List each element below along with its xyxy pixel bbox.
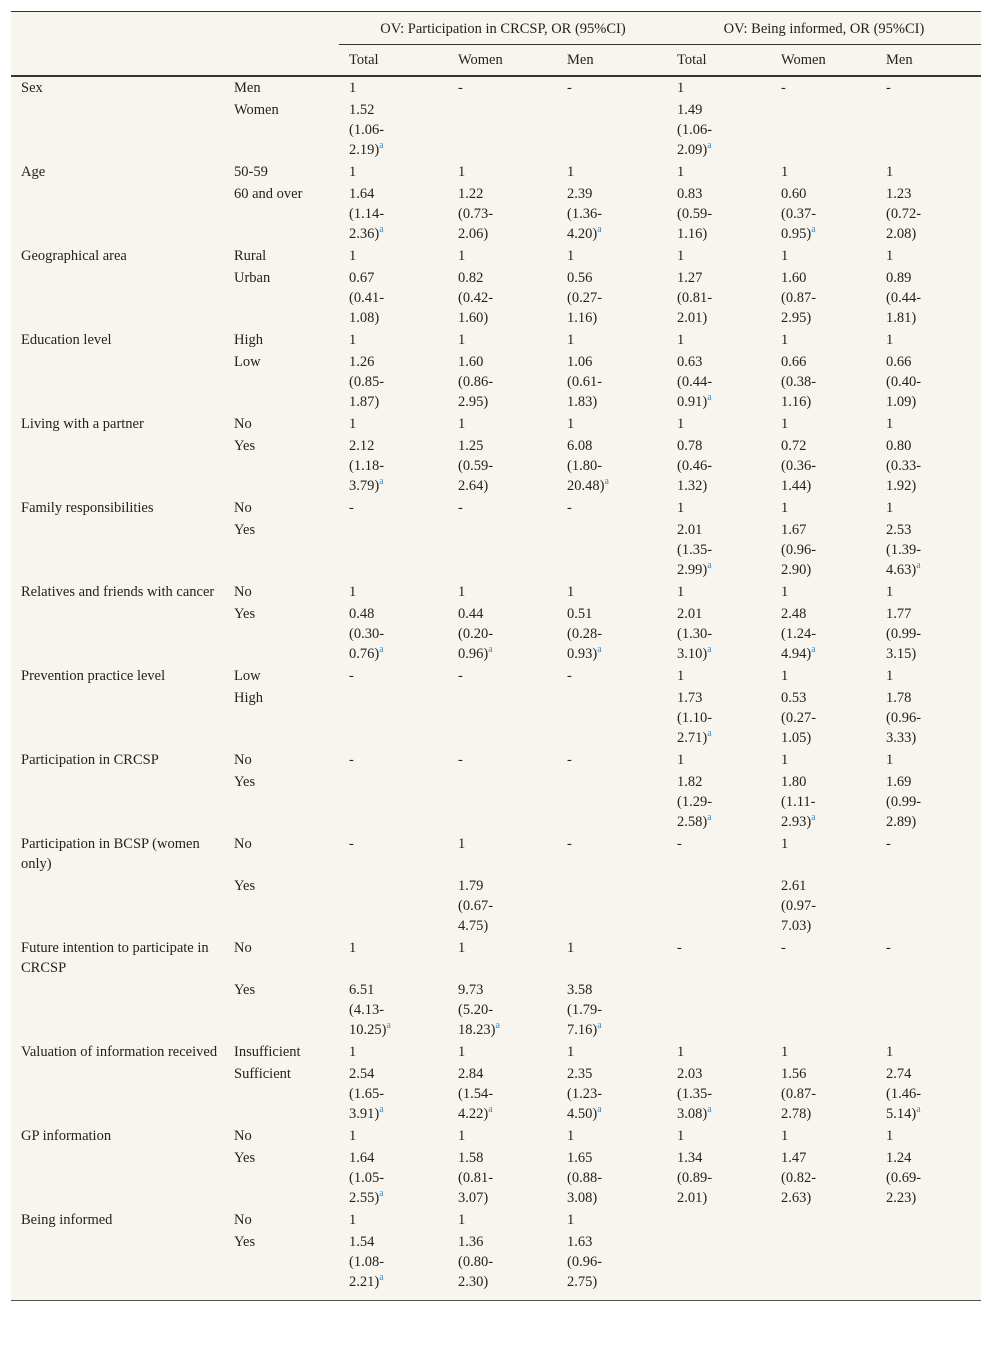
table-row <box>11 1147 981 1209</box>
or-value-cell: 1 <box>458 416 466 432</box>
or-value-cell <box>667 875 771 937</box>
odds-ratio-table-container <box>11 11 981 1301</box>
or-value-cell <box>557 771 667 833</box>
blank-header-cell <box>11 45 224 77</box>
or-value-cell: 1 <box>458 332 466 348</box>
table-row <box>11 519 981 581</box>
footnote-marker: a <box>707 1104 712 1116</box>
or-value-cell: - <box>349 752 354 768</box>
table-row <box>11 183 981 245</box>
or-value-cell: 1.27 (0.81- 2.01) <box>677 270 713 326</box>
or-value-cell: 1 <box>677 752 685 768</box>
footnote-marker: a <box>597 1020 602 1032</box>
or-value-cell: 1 <box>886 164 894 180</box>
footnote-marker: a <box>707 812 712 824</box>
or-value-cell <box>771 979 876 1041</box>
or-value-cell: 2.61 (0.97- 7.03) <box>781 878 817 934</box>
footnote-marker: a <box>597 1104 602 1116</box>
or-value-cell <box>557 519 667 581</box>
or-value-cell: 1 <box>677 1044 685 1060</box>
or-value-cell: 1 <box>781 248 789 264</box>
or-value-cell: 1.24 (0.69- 2.23) <box>886 1150 922 1206</box>
or-value-cell: 1.60 (0.87- 2.95) <box>781 270 817 326</box>
variable-name-cell <box>11 603 224 665</box>
or-value-cell: 1.23 (0.72- 2.08) <box>886 186 922 242</box>
or-value-cell <box>667 1231 771 1300</box>
variable-name-cell <box>11 771 224 833</box>
or-value-cell: 0.53 (0.27- 1.05) <box>781 690 817 746</box>
or-value-cell: 0.67 (0.41- 1.08) <box>349 270 385 326</box>
or-value-cell: 1.47 (0.82- 2.63) <box>781 1150 817 1206</box>
or-value-cell: 0.44 (0.20- 0.96)$^a$ <box>458 606 494 662</box>
footnote-marker: a <box>379 1104 384 1116</box>
or-value-cell: 1 <box>349 940 357 956</box>
variable-name-cell: Participation in BCSP (women only) <box>21 836 200 872</box>
category-cell: Urban <box>234 270 271 286</box>
or-value-cell: 1.49 (1.06- 2.09)$^a$ <box>677 102 713 158</box>
or-value-cell <box>876 875 981 937</box>
variable-name-cell <box>11 519 224 581</box>
or-value-cell: 1 <box>677 500 685 516</box>
table-row <box>11 76 981 99</box>
column-header: Women <box>448 45 557 77</box>
or-value-cell: 1.25 (0.59- 2.64) <box>458 438 494 494</box>
column-header: Total <box>667 45 771 77</box>
or-value-cell: - <box>349 668 354 684</box>
table-row <box>11 1209 981 1231</box>
table-row <box>11 161 981 183</box>
or-value-cell <box>557 99 667 161</box>
or-value-cell: 1 <box>677 248 685 264</box>
table-row <box>11 497 981 519</box>
category-cell: Yes <box>234 606 256 622</box>
or-value-cell: 1 <box>349 164 357 180</box>
table-row <box>11 687 981 749</box>
or-value-cell: - <box>567 836 572 852</box>
or-value-cell: 2.01 (1.30- 3.10)$^a$ <box>677 606 713 662</box>
variable-name-cell <box>11 267 224 329</box>
or-value-cell: 1 <box>781 1044 789 1060</box>
or-value-cell <box>771 1231 876 1300</box>
or-value-cell: 0.66 (0.38- 1.16) <box>781 354 817 410</box>
variable-name-cell: Relatives and friends with cancer <box>21 584 215 600</box>
variable-name-cell: Living with a partner <box>21 416 144 432</box>
or-value-cell: 1 <box>886 332 894 348</box>
or-value-cell: 1 <box>567 1128 575 1144</box>
or-value-cell: 1.82 (1.29- 2.58)$^a$ <box>677 774 713 830</box>
category-cell: No <box>234 836 252 852</box>
category-cell: High <box>234 690 263 706</box>
or-value-cell: 1 <box>567 416 575 432</box>
or-value-cell: 2.01 (1.35- 2.99)$^a$ <box>677 522 713 578</box>
or-value-cell: 1 <box>781 416 789 432</box>
footnote-marker: a <box>916 560 921 572</box>
category-cell: Yes <box>234 1234 256 1250</box>
variable-name-cell <box>11 435 224 497</box>
footnote-marker: a <box>916 1104 921 1116</box>
category-cell: Low <box>234 668 261 684</box>
or-value-cell: 1 <box>886 1128 894 1144</box>
or-value-cell: 1.26 (0.85- 1.87) <box>349 354 385 410</box>
column-header: Men <box>876 45 981 77</box>
or-value-cell: 1 <box>886 500 894 516</box>
or-value-cell: 1 <box>781 1128 789 1144</box>
or-value-cell <box>876 1231 981 1300</box>
or-value-cell: 1 <box>349 1044 357 1060</box>
category-cell: No <box>234 1212 252 1228</box>
or-value-cell: 1.80 (1.11- 2.93)$^a$ <box>781 774 816 830</box>
or-value-cell: 1 <box>781 836 789 852</box>
blank-header-cell <box>224 12 339 45</box>
table-row <box>11 99 981 161</box>
or-value-cell <box>876 979 981 1041</box>
or-value-cell: 0.60 (0.37- 0.95)$^a$ <box>781 186 817 242</box>
or-value-cell <box>448 99 557 161</box>
variable-name-cell <box>11 687 224 749</box>
group-header-informed: OV: Being informed, OR (95%CI) <box>667 12 981 45</box>
table-row <box>11 771 981 833</box>
or-value-cell: 1 <box>781 584 789 600</box>
or-value-cell: - <box>458 752 463 768</box>
or-value-cell: 1.64 (1.14- 2.36)$^a$ <box>349 186 385 242</box>
table-row <box>11 979 981 1041</box>
or-value-cell: 1 <box>886 584 894 600</box>
or-value-cell: 1 <box>567 584 575 600</box>
or-value-cell: 1 <box>567 1212 575 1228</box>
or-value-cell: 1 <box>781 668 789 684</box>
group-header-participation: OV: Participation in CRCSP, OR (95%CI) <box>339 12 667 45</box>
footnote-marker: a <box>707 392 712 404</box>
or-value-cell: 1 <box>886 416 894 432</box>
variable-name-cell: Family responsibilities <box>21 500 154 516</box>
variable-name-cell <box>11 979 224 1041</box>
or-value-cell: 1 <box>458 836 466 852</box>
or-value-cell: 1.36 (0.80- 2.30) <box>458 1234 494 1290</box>
or-value-cell: 1 <box>781 752 789 768</box>
or-value-cell: - <box>567 500 572 516</box>
variable-name-cell <box>11 183 224 245</box>
or-value-cell: - <box>677 940 682 956</box>
or-value-cell: 1 <box>677 332 685 348</box>
or-value-cell: 2.53 (1.39- 4.63)$^a$ <box>886 522 922 578</box>
footnote-marker: a <box>379 1188 384 1200</box>
table-row <box>11 329 981 351</box>
or-value-cell: 1.22 (0.73- 2.06) <box>458 186 494 242</box>
or-value-cell: 1 <box>349 248 357 264</box>
or-value-cell: - <box>886 836 891 852</box>
or-value-cell: 1 <box>781 164 789 180</box>
or-value-cell: 0.72 (0.36- 1.44) <box>781 438 817 494</box>
or-value-cell: 1 <box>458 248 466 264</box>
or-value-cell <box>339 687 448 749</box>
or-value-cell: - <box>567 752 572 768</box>
category-cell: Low <box>234 354 261 370</box>
or-value-cell: 0.78 (0.46- 1.32) <box>677 438 713 494</box>
category-cell: Yes <box>234 438 256 454</box>
or-value-cell: - <box>567 80 572 96</box>
variable-name-cell: Education level <box>21 332 112 348</box>
or-value-cell: 1 <box>349 80 357 96</box>
or-value-cell: 2.35 (1.23- 4.50)$^a$ <box>567 1066 603 1122</box>
or-value-cell: 1.67 (0.96- 2.90) <box>781 522 817 578</box>
category-cell: Insufficient <box>234 1044 301 1060</box>
group-header-row <box>11 12 981 45</box>
or-value-cell: - <box>349 500 354 516</box>
or-value-cell: 1 <box>886 1044 894 1060</box>
or-value-cell: 1 <box>458 940 466 956</box>
or-value-cell: 1 <box>677 668 685 684</box>
or-value-cell: 3.58 (1.79- 7.16)$^a$ <box>567 982 603 1038</box>
or-value-cell: 0.82 (0.42- 1.60) <box>458 270 494 326</box>
or-value-cell: - <box>567 668 572 684</box>
or-value-cell <box>876 1209 981 1231</box>
or-value-cell: 1.77 (0.99- 3.15) <box>886 606 922 662</box>
category-cell: High <box>234 332 263 348</box>
category-cell: Yes <box>234 1150 256 1166</box>
or-value-cell: 1.65 (0.88- 3.08) <box>567 1150 603 1206</box>
subheader-row <box>11 45 981 77</box>
or-value-cell: 1 <box>349 1212 357 1228</box>
or-value-cell: 2.03 (1.35- 3.08)$^a$ <box>677 1066 713 1122</box>
or-value-cell: 6.51 (4.13- 10.25)$^a$ <box>349 982 391 1038</box>
or-value-cell: - <box>781 940 786 956</box>
table-row <box>11 1041 981 1063</box>
or-value-cell <box>339 519 448 581</box>
or-value-cell: 1.78 (0.96- 3.33) <box>886 690 922 746</box>
or-value-cell <box>557 687 667 749</box>
or-value-cell: 1.73 (1.10- 2.71)$^a$ <box>677 690 713 746</box>
table-row <box>11 581 981 603</box>
variable-name-cell: GP information <box>21 1128 112 1144</box>
or-value-cell: 1 <box>458 1212 466 1228</box>
or-value-cell: 1.79 (0.67- 4.75) <box>458 878 494 934</box>
table-row <box>11 435 981 497</box>
variable-name-cell <box>11 1147 224 1209</box>
or-value-cell: 1 <box>567 1044 575 1060</box>
category-cell: No <box>234 584 252 600</box>
category-cell: Yes <box>234 982 256 998</box>
footnote-marker: a <box>379 476 384 488</box>
or-value-cell <box>339 771 448 833</box>
or-value-cell: 1.60 (0.86- 2.95) <box>458 354 494 410</box>
or-value-cell: 6.08 (1.80- 20.48)$^a$ <box>567 438 609 494</box>
or-value-cell <box>667 979 771 1041</box>
footnote-marker: a <box>707 644 712 656</box>
or-value-cell: 1 <box>781 500 789 516</box>
variable-name-cell <box>11 875 224 937</box>
table-row <box>11 1231 981 1300</box>
blank-header-cell <box>224 45 339 77</box>
or-value-cell: 0.48 (0.30- 0.76)$^a$ <box>349 606 385 662</box>
or-value-cell: 0.56 (0.27- 1.16) <box>567 270 603 326</box>
or-value-cell <box>448 519 557 581</box>
or-value-cell: 1 <box>349 332 357 348</box>
or-value-cell: 1.64 (1.05- 2.55)$^a$ <box>349 1150 385 1206</box>
variable-name-cell <box>11 351 224 413</box>
footnote-marker: a <box>597 644 602 656</box>
or-value-cell <box>339 875 448 937</box>
or-value-cell: 9.73 (5.20- 18.23)$^a$ <box>458 982 500 1038</box>
table-row <box>11 665 981 687</box>
footnote-marker: a <box>707 140 712 152</box>
variable-name-cell: Future intention to participate in CRCSP <box>21 940 209 976</box>
table-row <box>11 245 981 267</box>
or-value-cell: 1 <box>677 1128 685 1144</box>
blank-header-cell <box>11 12 224 45</box>
footnote-marker: a <box>811 224 816 236</box>
or-value-cell: 2.74 (1.46- 5.14)$^a$ <box>886 1066 922 1122</box>
variable-name-cell: Age <box>21 164 46 180</box>
or-value-cell: - <box>781 80 786 96</box>
category-cell: 50-59 <box>234 164 268 180</box>
footnote-marker: a <box>707 560 712 572</box>
category-cell: No <box>234 416 252 432</box>
variable-name-cell: Participation in CRCSP <box>21 752 159 768</box>
or-value-cell: 0.80 (0.33- 1.92) <box>886 438 922 494</box>
or-value-cell <box>771 99 876 161</box>
footnote-marker: a <box>495 1020 500 1032</box>
variable-name-cell <box>11 99 224 161</box>
category-cell: Rural <box>234 248 267 264</box>
table-row <box>11 267 981 329</box>
or-value-cell: 1 <box>349 1128 357 1144</box>
category-cell: Women <box>234 102 279 118</box>
or-value-cell: - <box>349 836 354 852</box>
or-value-cell: 1 <box>677 416 685 432</box>
or-value-cell: 1.58 (0.81- 3.07) <box>458 1150 494 1206</box>
footnote-marker: a <box>488 1104 493 1116</box>
variable-name-cell: Valuation of information received <box>21 1044 218 1060</box>
table-row <box>11 351 981 413</box>
or-value-cell: 1.63 (0.96- 2.75) <box>567 1234 603 1290</box>
category-cell: No <box>234 940 252 956</box>
variable-name-cell: Geographical area <box>21 248 127 264</box>
or-value-cell: 1.06 (0.61- 1.83) <box>567 354 603 410</box>
table-row <box>11 1063 981 1125</box>
category-cell: No <box>234 1128 252 1144</box>
footnote-marker: a <box>707 728 712 740</box>
table-row <box>11 413 981 435</box>
or-value-cell: 1 <box>567 940 575 956</box>
or-value-cell: 2.84 (1.54- 4.22)$^a$ <box>458 1066 494 1122</box>
variable-name-cell <box>11 1063 224 1125</box>
or-value-cell: 0.89 (0.44- 1.81) <box>886 270 922 326</box>
category-cell: Yes <box>234 878 256 894</box>
or-value-cell: 1 <box>567 332 575 348</box>
or-value-cell: 1 <box>458 164 466 180</box>
footnote-marker: a <box>379 224 384 236</box>
or-value-cell <box>557 875 667 937</box>
variable-name-cell <box>11 1231 224 1300</box>
or-value-cell: 1 <box>886 668 894 684</box>
category-cell: Yes <box>234 522 256 538</box>
or-value-cell: 0.83 (0.59- 1.16) <box>677 186 713 242</box>
column-header: Women <box>771 45 876 77</box>
or-value-cell: - <box>886 940 891 956</box>
or-value-cell <box>667 1209 771 1231</box>
or-value-cell: 2.12 (1.18- 3.79)$^a$ <box>349 438 385 494</box>
variable-name-cell: Prevention practice level <box>21 668 166 684</box>
or-value-cell: - <box>458 80 463 96</box>
or-value-cell: 1 <box>886 248 894 264</box>
footnote-marker: a <box>811 812 816 824</box>
or-value-cell: 1 <box>567 164 575 180</box>
or-value-cell: 1 <box>677 80 685 96</box>
footnote-marker: a <box>379 644 384 656</box>
or-value-cell: - <box>677 836 682 852</box>
column-header: Men <box>557 45 667 77</box>
variable-name-cell: Being informed <box>21 1212 113 1228</box>
or-value-cell <box>876 99 981 161</box>
or-value-cell: 1 <box>677 164 685 180</box>
or-value-cell: 0.66 (0.40- 1.09) <box>886 354 922 410</box>
column-header: Total <box>339 45 448 77</box>
or-value-cell <box>448 687 557 749</box>
or-value-cell: 2.39 (1.36- 4.20)$^a$ <box>567 186 603 242</box>
footnote-marker: a <box>604 476 609 488</box>
or-value-cell: - <box>458 500 463 516</box>
or-value-cell: 1 <box>458 1128 466 1144</box>
variable-name-cell: Sex <box>21 80 43 96</box>
or-value-cell <box>771 1209 876 1231</box>
or-value-cell: 1 <box>886 752 894 768</box>
footnote-marker: a <box>488 644 493 656</box>
or-value-cell: - <box>458 668 463 684</box>
footnote-marker: a <box>379 1272 384 1284</box>
or-value-cell: 1 <box>567 248 575 264</box>
odds-ratio-table <box>11 12 981 1300</box>
table-row <box>11 603 981 665</box>
or-value-cell: 1 <box>458 584 466 600</box>
or-value-cell: 0.63 (0.44- 0.91)$^a$ <box>677 354 713 410</box>
table-row <box>11 749 981 771</box>
or-value-cell: 1.52 (1.06- 2.19)$^a$ <box>349 102 385 158</box>
category-cell: Sufficient <box>234 1066 291 1082</box>
table-body <box>11 76 981 1300</box>
footnote-marker: a <box>386 1020 391 1032</box>
category-cell: 60 and over <box>234 186 303 202</box>
footnote-marker: a <box>379 140 384 152</box>
or-value-cell: 2.48 (1.24- 4.94)$^a$ <box>781 606 817 662</box>
category-cell: No <box>234 752 252 768</box>
category-cell: No <box>234 500 252 516</box>
table-row <box>11 833 981 875</box>
or-value-cell: 1.34 (0.89- 2.01) <box>677 1150 713 1206</box>
table-row <box>11 1125 981 1147</box>
or-value-cell: 1 <box>458 1044 466 1060</box>
or-value-cell: 1 <box>349 584 357 600</box>
or-value-cell: 2.54 (1.65- 3.91)$^a$ <box>349 1066 385 1122</box>
or-value-cell: 1.54 (1.08- 2.21)$^a$ <box>349 1234 385 1290</box>
or-value-cell: 1.56 (0.87- 2.78) <box>781 1066 817 1122</box>
or-value-cell: 1 <box>781 332 789 348</box>
footnote-marker: a <box>811 644 816 656</box>
footnote-marker: a <box>597 224 602 236</box>
or-value-cell: 1 <box>349 416 357 432</box>
or-value-cell: 1.69 (0.99- 2.89) <box>886 774 922 830</box>
or-value-cell: 1 <box>677 584 685 600</box>
table-row <box>11 937 981 979</box>
category-cell: Men <box>234 80 261 96</box>
table-row <box>11 875 981 937</box>
or-value-cell <box>448 771 557 833</box>
or-value-cell: - <box>886 80 891 96</box>
or-value-cell: 0.51 (0.28- 0.93)$^a$ <box>567 606 603 662</box>
category-cell: Yes <box>234 774 256 790</box>
